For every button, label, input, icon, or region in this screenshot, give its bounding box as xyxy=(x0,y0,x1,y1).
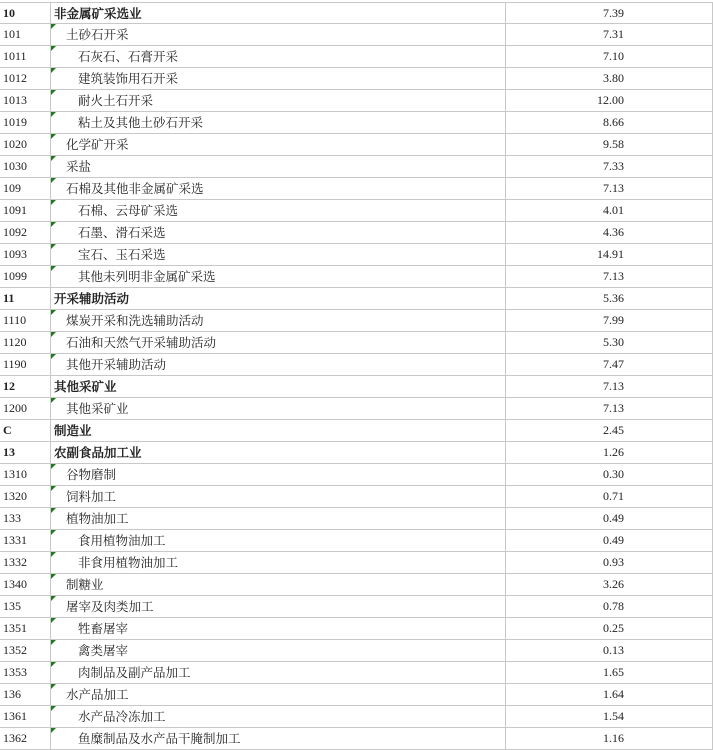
row-code-cell[interactable]: 1020 xyxy=(3,137,27,151)
row-name-cell[interactable]: 石棉、云母矿采选 xyxy=(78,203,179,218)
column-divider xyxy=(50,288,51,310)
cell-comment-indicator-icon xyxy=(51,398,56,403)
cell-comment-indicator-icon xyxy=(51,46,56,51)
table-row[interactable] xyxy=(0,266,713,288)
row-name-cell[interactable]: 非金属矿采选业 xyxy=(54,6,142,21)
column-divider xyxy=(50,376,51,398)
table-row[interactable] xyxy=(0,288,713,310)
cell-comment-indicator-icon xyxy=(51,68,56,73)
cell-comment-indicator-icon xyxy=(51,552,56,557)
row-name-cell[interactable]: 肉制品及副产品加工 xyxy=(78,665,191,680)
row-code-cell[interactable]: 1012 xyxy=(3,71,27,85)
row-name-cell[interactable]: 鱼糜制品及水产品干腌制加工 xyxy=(78,731,241,746)
row-value-cell[interactable]: 7.33 xyxy=(603,159,624,173)
row-code-cell[interactable]: 1310 xyxy=(3,467,27,481)
row-code-cell[interactable]: 109 xyxy=(3,181,21,195)
table-row[interactable] xyxy=(0,68,713,90)
row-name-cell[interactable]: 煤炭开采和洗选辅助活动 xyxy=(66,313,204,328)
row-name-cell[interactable]: 饲料加工 xyxy=(66,489,117,504)
row-value-cell[interactable]: 7.47 xyxy=(603,357,624,371)
cell-comment-indicator-icon xyxy=(51,222,56,227)
row-code-cell[interactable]: 1353 xyxy=(3,665,27,679)
row-value-cell[interactable]: 3.80 xyxy=(603,71,624,85)
cell-comment-indicator-icon xyxy=(51,618,56,623)
row-code-cell[interactable]: 1340 xyxy=(3,577,27,591)
cell-comment-indicator-icon xyxy=(51,640,56,645)
table-row[interactable] xyxy=(0,156,713,178)
table-row[interactable] xyxy=(0,420,713,442)
row-value-cell[interactable]: 4.36 xyxy=(603,225,624,239)
table-row[interactable] xyxy=(0,508,713,530)
cell-comment-indicator-icon xyxy=(51,706,56,711)
table-row[interactable] xyxy=(0,398,713,420)
cell-comment-indicator-icon xyxy=(51,200,56,205)
row-code-cell[interactable]: 10 xyxy=(3,6,15,20)
row-value-cell[interactable]: 7.10 xyxy=(603,49,624,63)
row-value-cell[interactable]: 0.30 xyxy=(603,467,624,481)
cell-comment-indicator-icon xyxy=(51,332,56,337)
row-name-cell[interactable]: 制造业 xyxy=(54,423,92,438)
row-name-cell[interactable]: 开采辅助活动 xyxy=(54,291,130,306)
cell-comment-indicator-icon xyxy=(51,486,56,491)
row-code-cell[interactable]: 1361 xyxy=(3,709,27,723)
row-value-cell[interactable]: 0.49 xyxy=(603,511,624,525)
row-name-cell[interactable]: 采盐 xyxy=(66,159,92,174)
row-code-cell[interactable]: 1099 xyxy=(3,269,27,283)
row-code-cell[interactable]: 1352 xyxy=(3,643,27,657)
row-name-cell[interactable]: 其他未列明非金属矿采选 xyxy=(78,269,216,284)
row-value-cell[interactable]: 7.13 xyxy=(603,401,624,415)
table-row[interactable] xyxy=(0,486,713,508)
row-code-cell[interactable]: 1091 xyxy=(3,203,27,217)
row-code-cell[interactable]: 1362 xyxy=(3,731,27,745)
row-code-cell[interactable]: 1200 xyxy=(3,401,27,415)
table-row[interactable] xyxy=(0,618,713,640)
table-row[interactable] xyxy=(0,442,713,464)
cell-comment-indicator-icon xyxy=(51,530,56,535)
table-row[interactable] xyxy=(0,90,713,112)
row-value-cell[interactable]: 1.16 xyxy=(603,731,624,745)
row-code-cell[interactable]: 1093 xyxy=(3,247,27,261)
row-code-cell[interactable]: 1331 xyxy=(3,533,27,547)
row-name-cell[interactable]: 农副食品加工业 xyxy=(54,445,142,460)
cell-comment-indicator-icon xyxy=(51,178,56,183)
table-row[interactable] xyxy=(0,552,713,574)
cell-comment-indicator-icon xyxy=(51,662,56,667)
cell-comment-indicator-icon xyxy=(51,24,56,29)
row-code-cell[interactable]: 1351 xyxy=(3,621,27,635)
row-value-cell[interactable]: 0.71 xyxy=(603,489,624,503)
row-value-cell[interactable]: 5.36 xyxy=(603,291,624,305)
row-value-cell[interactable]: 7.31 xyxy=(603,27,624,41)
row-name-cell[interactable]: 化学矿开采 xyxy=(66,137,129,152)
row-name-cell[interactable]: 石墨、滑石采选 xyxy=(78,225,166,240)
row-name-cell[interactable]: 石灰石、石膏开采 xyxy=(78,49,179,64)
row-name-cell[interactable]: 石棉及其他非金属矿采选 xyxy=(66,181,204,196)
row-name-cell[interactable]: 制糖业 xyxy=(66,577,104,592)
row-name-cell[interactable]: 其他采矿业 xyxy=(66,401,129,416)
table-row[interactable] xyxy=(0,200,713,222)
table-row[interactable] xyxy=(0,728,713,750)
row-value-cell[interactable]: 12.00 xyxy=(597,93,624,107)
row-code-cell[interactable]: 1120 xyxy=(3,335,27,349)
row-code-cell[interactable]: 1332 xyxy=(3,555,27,569)
row-value-cell[interactable]: 2.45 xyxy=(603,423,624,437)
row-name-cell[interactable]: 植物油加工 xyxy=(66,511,129,526)
table-row[interactable] xyxy=(0,574,713,596)
row-code-cell[interactable]: 13 xyxy=(3,445,15,459)
table-row[interactable] xyxy=(0,24,713,46)
row-code-cell[interactable]: 135 xyxy=(3,599,21,613)
cell-comment-indicator-icon xyxy=(51,90,56,95)
row-code-cell[interactable]: 11 xyxy=(3,291,15,305)
row-code-cell[interactable]: C xyxy=(3,423,12,437)
row-value-cell[interactable]: 4.01 xyxy=(603,203,624,217)
row-value-cell[interactable]: 0.78 xyxy=(603,599,624,613)
cell-comment-indicator-icon xyxy=(51,310,56,315)
row-name-cell[interactable]: 禽类屠宰 xyxy=(78,643,129,658)
row-code-cell[interactable]: 1013 xyxy=(3,93,27,107)
table-row[interactable] xyxy=(0,2,713,24)
row-code-cell[interactable]: 1030 xyxy=(3,159,27,173)
row-code-cell[interactable]: 133 xyxy=(3,511,21,525)
row-value-cell[interactable]: 0.49 xyxy=(603,533,624,547)
row-code-cell[interactable]: 12 xyxy=(3,379,15,393)
row-code-cell[interactable]: 101 xyxy=(3,27,21,41)
row-name-cell[interactable]: 土砂石开采 xyxy=(66,27,129,42)
cell-comment-indicator-icon xyxy=(51,354,56,359)
table-row[interactable] xyxy=(0,376,713,398)
table-row[interactable] xyxy=(0,662,713,684)
row-name-cell[interactable]: 耐火土石开采 xyxy=(78,93,154,108)
row-name-cell[interactable]: 其他开采辅助活动 xyxy=(66,357,167,372)
row-name-cell[interactable]: 其他采矿业 xyxy=(54,379,117,394)
table-row[interactable] xyxy=(0,222,713,244)
row-name-cell[interactable]: 非食用植物油加工 xyxy=(78,555,179,570)
row-name-cell[interactable]: 屠宰及肉类加工 xyxy=(66,599,154,614)
row-value-cell[interactable]: 7.99 xyxy=(603,313,624,327)
row-value-cell[interactable]: 0.93 xyxy=(603,555,624,569)
table-row[interactable] xyxy=(0,530,713,552)
row-value-cell[interactable]: 14.91 xyxy=(597,247,624,261)
row-code-cell[interactable]: 1110 xyxy=(3,313,27,327)
row-name-cell[interactable]: 谷物磨制 xyxy=(66,467,117,482)
row-name-cell[interactable]: 水产品冷冻加工 xyxy=(78,709,166,724)
row-name-cell[interactable]: 牲畜屠宰 xyxy=(78,621,129,636)
table-row[interactable] xyxy=(0,706,713,728)
table-row[interactable] xyxy=(0,332,713,354)
table-row[interactable] xyxy=(0,684,713,706)
row-name-cell[interactable]: 水产品加工 xyxy=(66,687,129,702)
cell-comment-indicator-icon xyxy=(51,134,56,139)
table-row[interactable] xyxy=(0,596,713,618)
row-value-cell[interactable]: 1.54 xyxy=(603,709,624,723)
row-name-cell[interactable]: 宝石、玉石采选 xyxy=(78,247,166,262)
cell-comment-indicator-icon xyxy=(51,244,56,249)
table-row[interactable] xyxy=(0,640,713,662)
table-row[interactable] xyxy=(0,244,713,266)
table-row[interactable] xyxy=(0,354,713,376)
row-value-cell[interactable]: 8.66 xyxy=(603,115,624,129)
cell-comment-indicator-icon xyxy=(51,596,56,601)
row-value-cell[interactable]: 5.30 xyxy=(603,335,624,349)
row-value-cell[interactable]: 7.13 xyxy=(603,379,624,393)
column-divider xyxy=(50,3,51,25)
table-row[interactable] xyxy=(0,178,713,200)
row-value-cell[interactable]: 7.39 xyxy=(603,6,624,20)
row-code-cell[interactable]: 1019 xyxy=(3,115,27,129)
table-row[interactable] xyxy=(0,46,713,68)
row-code-cell[interactable]: 136 xyxy=(3,687,21,701)
row-value-cell[interactable]: 7.13 xyxy=(603,269,624,283)
row-code-cell[interactable]: 1011 xyxy=(3,49,27,63)
row-value-cell[interactable]: 1.26 xyxy=(603,445,624,459)
row-value-cell[interactable]: 1.65 xyxy=(603,665,624,679)
row-code-cell[interactable]: 1092 xyxy=(3,225,27,239)
table-row[interactable] xyxy=(0,112,713,134)
cell-comment-indicator-icon xyxy=(51,156,56,161)
cell-comment-indicator-icon xyxy=(51,574,56,579)
row-value-cell[interactable]: 7.13 xyxy=(603,181,624,195)
row-value-cell[interactable]: 0.25 xyxy=(603,621,624,635)
cell-comment-indicator-icon xyxy=(51,684,56,689)
column-divider xyxy=(50,442,51,464)
table-row[interactable] xyxy=(0,464,713,486)
row-value-cell[interactable]: 1.64 xyxy=(603,687,624,701)
cell-comment-indicator-icon xyxy=(51,508,56,513)
row-value-cell[interactable]: 9.58 xyxy=(603,137,624,151)
row-value-cell[interactable]: 0.13 xyxy=(603,643,624,657)
table-row[interactable] xyxy=(0,310,713,332)
row-value-cell[interactable]: 3.26 xyxy=(603,577,624,591)
cell-comment-indicator-icon xyxy=(51,112,56,117)
table-row[interactable] xyxy=(0,134,713,156)
cell-comment-indicator-icon xyxy=(51,464,56,469)
cell-comment-indicator-icon xyxy=(51,728,56,733)
row-name-cell[interactable]: 建筑装饰用石开采 xyxy=(78,71,179,86)
row-code-cell[interactable]: 1320 xyxy=(3,489,27,503)
row-name-cell[interactable]: 石油和天然气开采辅助活动 xyxy=(66,335,217,350)
cell-comment-indicator-icon xyxy=(51,266,56,271)
column-divider xyxy=(50,420,51,442)
row-code-cell[interactable]: 1190 xyxy=(3,357,27,371)
row-name-cell[interactable]: 食用植物油加工 xyxy=(78,533,166,548)
row-name-cell[interactable]: 粘土及其他土砂石开采 xyxy=(78,115,204,130)
